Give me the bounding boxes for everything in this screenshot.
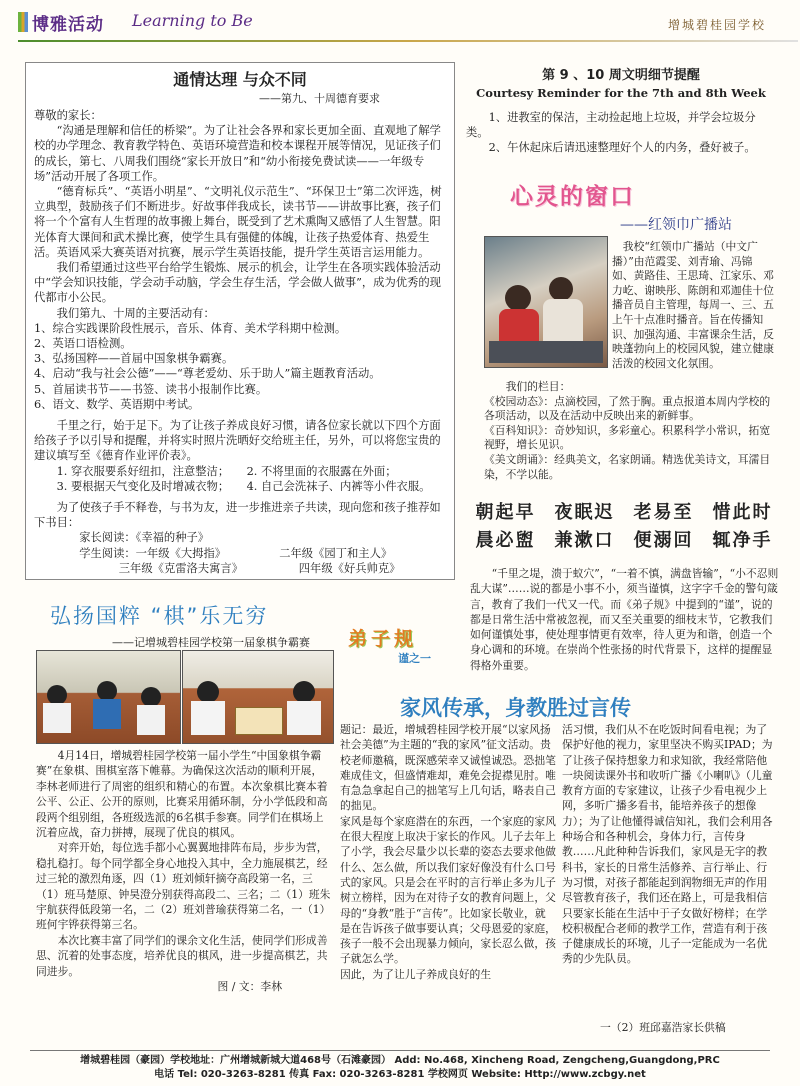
photo-figure: [93, 699, 121, 729]
student-reading: 三年级《克雷洛夫寓言》: [118, 561, 244, 575]
courtesy-title-en: Courtesy Reminder for the 7th and 8th Week: [476, 86, 766, 100]
habits-section: [466, 498, 782, 552]
chess-photo-2: [182, 650, 334, 744]
habit-line-1: [466, 498, 782, 524]
brand-tagline: Learning to Be: [132, 11, 253, 30]
habit-line-2: [466, 526, 782, 552]
habit-phrase: 晨必盥: [475, 530, 536, 551]
courtesy-title: 第 9 、10 周文明细节提醒: [542, 68, 700, 83]
photo-figure: [197, 681, 219, 703]
header-rule: [18, 40, 798, 42]
brand-title: 博雅活动: [32, 15, 104, 35]
notice-paragraph: 千里之行，始于足下。为了让孩子养成良好习惯，请各位家长就以下四个方面给孩子予以引导和提醒，并将实时照片洗晒好交给班主任，另外，可以将您宝贵的建议填写至《德育作业评价表》。: [34, 419, 441, 463]
page-footer: [0, 1050, 800, 1086]
activity-item: 2、英语口语检测。: [34, 337, 132, 351]
notice-greeting: 尊敬的家长：: [34, 109, 102, 122]
tip-item: 2. 不将里面的衣服露在外面；: [246, 464, 397, 478]
courtesy-section: [466, 64, 776, 156]
chess-body: [36, 748, 332, 995]
chess-paragraph: 本次比赛丰富了同学们的课余文化生活，使同学们形成善思、沉着的处事态度，培养优良的棋风，进一步提高棋艺，共同进步。: [36, 933, 328, 978]
habits-text-wrap: [470, 566, 782, 673]
activity-item: 1、综合实践课阶段性展示，音乐、体育、美术学科期中检测。: [34, 321, 347, 335]
notice-paragraph: 我们第九、十周的主要活动有：: [56, 306, 215, 320]
habit-phrase: 辄净手: [712, 530, 773, 551]
footer-rule: [30, 1050, 770, 1051]
activity-item: 6、语文、数学、英语期中考试。: [34, 397, 200, 411]
notice-title: 通情达理 与众不同: [173, 70, 307, 89]
notice-subtitle: ——第九、十周德育要求: [259, 92, 380, 105]
family-title: 家风传承，身教胜过言传: [400, 696, 631, 720]
photo-figure: [287, 701, 321, 735]
chess-photo-1: [36, 650, 181, 744]
courtesy-item: 1、进教室的保洁，主动捡起地上垃圾，并学会垃圾分类。: [466, 111, 756, 140]
photo-figure: [137, 705, 165, 735]
chess-title: 弘扬国粹 “棋”乐无穷: [50, 604, 269, 628]
radio-body: [484, 240, 774, 371]
habit-phrase: 便溺回: [633, 530, 694, 551]
notice-paragraph: 为了使孩子手不释卷，与书为友，进一步推进亲子共读，现向您和孩子推荐如下书目：: [34, 501, 441, 530]
chess-credit: 图 / 文：李林: [217, 980, 282, 994]
footer-contact: 电话 Tel: 020-3263-8281 传真 Fax: 020-3263-8281 学校网页 Website: Http://www.zcbgy.net: [154, 1069, 646, 1080]
tip-item: 3. 要根据天气变化及时增减衣物；: [56, 479, 230, 493]
habit-phrase: 夜眠迟: [554, 502, 615, 523]
student-reading: 四年级《好兵帅克》: [298, 561, 401, 575]
family-credit: 一（2）班邱嘉浩家长供稿: [600, 1021, 726, 1034]
chess-paragraph: 对弈开始，每位选手都小心翼翼地排阵布局，步步为营，稳扎稳打。每个同学都全身心地投入其中，全力施展棋艺，经过三轮的激烈角逐，四（1）班刘倾轩摘夺高段第一名，三（1）班马楚原、钟昊澄分别获得高段二、三名；二（1）班朱宇航获得低段第一名，二（2）班刘普瑜获得第二名，一（1）班何宇铧获得第三名。: [36, 841, 331, 932]
notice-box: [25, 62, 455, 580]
parent-reading: 家长阅读：《幸福的种子》: [79, 531, 210, 545]
radio-paragraph: 我校“红领巾广播站（中文广播）”由范霞雯、刘青瑜、冯锦如、黄路佳、王思琦、江家乐、邓力屹、谢映彤、陈朗和邓迦佳十位播音员自主管理，每周一、三、五上午十点准时播音。旨在传播知识、加强沟通、丰富课余生活，反映蓬勃向上的校园风貌，建立健康活泼的校园文化氛围。: [612, 240, 774, 370]
radio-column-item: 《校园动态》：点滴校园，了然于胸。重点报道本周内学校的各项活动，以及在活动中反映出来的新鲜事。: [484, 394, 771, 423]
habit-phrase: 兼漱口: [554, 530, 615, 551]
radio-subtitle: ——红领巾广播站: [620, 217, 732, 233]
activity-item: 5、首届读书节——书签、读书小报制作比赛。: [34, 382, 268, 396]
notice-paragraph: “沟通是理解和信任的桥梁”。为了让社会各界和家长更加全面、直观地了解学校的办学理念、教育教学特色、英语环境营造和校本课程开展等情况，见证孩子们的成长，第七、八周我们围绕“家长开放日”和“幼小衔接免费试读——一年级专场”活动开展了各项工作。: [34, 124, 441, 183]
student-reading: 二年级《园丁和主人》: [279, 546, 393, 560]
photo-figure: [97, 681, 117, 701]
school-name: 增城碧桂园学校: [667, 18, 766, 32]
habit-phrase: 惜此时: [712, 502, 773, 523]
habits-paragraph: “千里之堤，溃于蚁穴”，“一着不慎，满盘皆输”，“小不忍则乱大谋”……说的都是小事不小，须当谨慎，这字字千金的警句箴言，教育了我们一代又一代。而《弟子规》中提到的“谨”，说的都是日常生活中常被忽视，而又至关重要的细枝末节，它教我们如何谨慎处事，使处理事情更有效率，待人更为和谐，创造一个身心调和的环境。在崇尚个性张扬的时代背景下，这样的提醒显得格外重要。: [470, 567, 779, 672]
chessboard-icon: [235, 707, 283, 735]
notice-paragraph: “德育标兵”、“英语小明星”、“文明礼仪示范生”、“环保卫士”第二次评选，树立典型，鼓励孩子们不断进步。好故事伴我成长，读书节——讲故事比赛，孩子们将一个个富有人生哲理的故事搬上舞台，既受到了艺术熏陶又感悟了人生智慧。阳光体育大课间和武术操比赛，使学生具有强健的体魄，让孩子热爱体育、热爱生活。英语风采大赛英语对抗赛，展示学生英语技能，提升学生英语言运用能力。: [34, 185, 442, 259]
page-header: [0, 0, 800, 62]
notice-paragraph: 我们希望通过这些平台给学生锻炼、展示的机会，让学生在各项实践体验活动中“学会知识技能，学会动手动脑，学会生存生活，学会做人做事”，成为优秀的现代都市小公民。: [34, 261, 441, 305]
photo-figure: [43, 703, 71, 733]
brand-logo-icon: [18, 12, 28, 32]
footer-address: 增城碧桂园（豪园）学校地址：广州增城新城大道468号（石滩豪园） Add: No.468, Xincheng Road, Zengcheng,Guangdong,PRC: [80, 1055, 720, 1066]
photo-figure: [141, 687, 161, 707]
radio-column-item: 《百科知识》：奇妙知识，多彩童心。积累科学小常识，拓宽视野，增长见识。: [484, 423, 771, 452]
habit-phrase: 老易至: [633, 502, 694, 523]
family-column-2: 活习惯，我们从不在吃饭时间看电视；为了保护好他的视力，家里坚决不购买IPAD；为了让孩子保持想象力和求知欲，我经常陪他一块阅读课外书和收听广播《小喇叭》（儿童教育方面的专家建议，让孩子少看电视少上网，多听广播多看书，能培养孩子的想像力）；为了让他懂得诚信知礼，我们会利用各种场合和各种机会，身体力行，言传身教……凡此种种告诉我们，家风是无字的教科书，家长的日常生活修养、言行举止、行为习惯，对孩子都能起到润物细无声的作用 尽管教育孩子，我们还在路上，可是我相信只要家长能在生活中于子女做好榜样；在学校积极配合老师的教学工作，营造有利于孩子健康成长的环境，儿子一定能成为一名优秀的少先队员。: [562, 723, 773, 966]
photo-figure: [293, 681, 315, 703]
tip-item: 1. 穿衣服要系好纽扣，注意整洁；: [56, 464, 230, 478]
dizigui-subtitle: 谨之一: [398, 652, 431, 665]
tip-item: 4. 自己会洗袜子、内裤等小件衣服。: [246, 479, 431, 493]
chess-subtitle: ——记增城碧桂园学校第一届象棋争霸赛: [112, 636, 310, 649]
dizigui-title: 弟子规: [348, 628, 418, 650]
radio-columns-label: 我们的栏目：: [505, 380, 571, 393]
chess-paragraph: 4月14日，增城碧桂园学校第一届小学生“中国象棋争霸赛”在象棋、围棋室落下帷幕。为确保这次活动的顺利开展，李林老师进行了周密的组织和精心的布置。本次象棋比赛本着公平、公正、公开的原则，比赛采用循环制，分小学低段和高段两个组别组，各班级选派的6名棋手参赛。同学们在棋场上沉着应战，奋力拼搏，展现了优良的棋风。: [36, 749, 328, 840]
photo-figure: [47, 685, 67, 705]
family-column-1: 题记：最近，增城碧桂园学校开展“以家风扬社会美德”为主题的“我的家风”征文活动。贵校老师邀稿，既深感荣幸又诚惶诚恐。恐拙笔难成佳文，但盛情难却，难免会捉襟见肘。唯有急急拿起自己的拙笔写上几句话，略表自己的拙见。 家风是每个家庭潜在的东西，一个家庭的家风在很大程度上取决于家长的作风。儿子去年上了小学，我会尽量少以长辈的姿态去要求他做什么、怎么做，所以我们家好像没有什么口号式的家风。只是会在平时的言行举止多为儿子树立榜样，因为在对待子女的教育问题上，父母的“身教”胜于“言传”。比如家长敬业，就是在告诉孩子做事要认真；父母恩爱的家庭，孩子一般不会出现暴力倾向，家长忍么做，孩子就怎么学。 因此，为了让儿子养成良好的生: [340, 723, 556, 981]
activity-item: 3、弘扬国粹——首届中国象棋争霸赛。: [34, 352, 234, 366]
dizigui-badge: [342, 622, 462, 665]
habit-phrase: 朝起早: [475, 502, 536, 523]
photo-figure: [191, 701, 225, 735]
courtesy-item: 2、午休起床后请迅速整理好个人的内务，叠好被子。: [488, 141, 756, 155]
radio-column-item: 《美文朗诵》：经典美文，名家朗诵。精选优美诗文，耳濡目染，不学以能。: [484, 452, 771, 481]
radio-columns: [484, 376, 774, 482]
student-reading: 学生阅读：一年级《大拇指》: [79, 546, 227, 560]
radio-title: 心灵的窗口: [510, 184, 635, 210]
activity-item: 4、启动“我与社会公德”——“尊老爱幼、乐于助人”篇主题教育活动。: [34, 367, 381, 381]
